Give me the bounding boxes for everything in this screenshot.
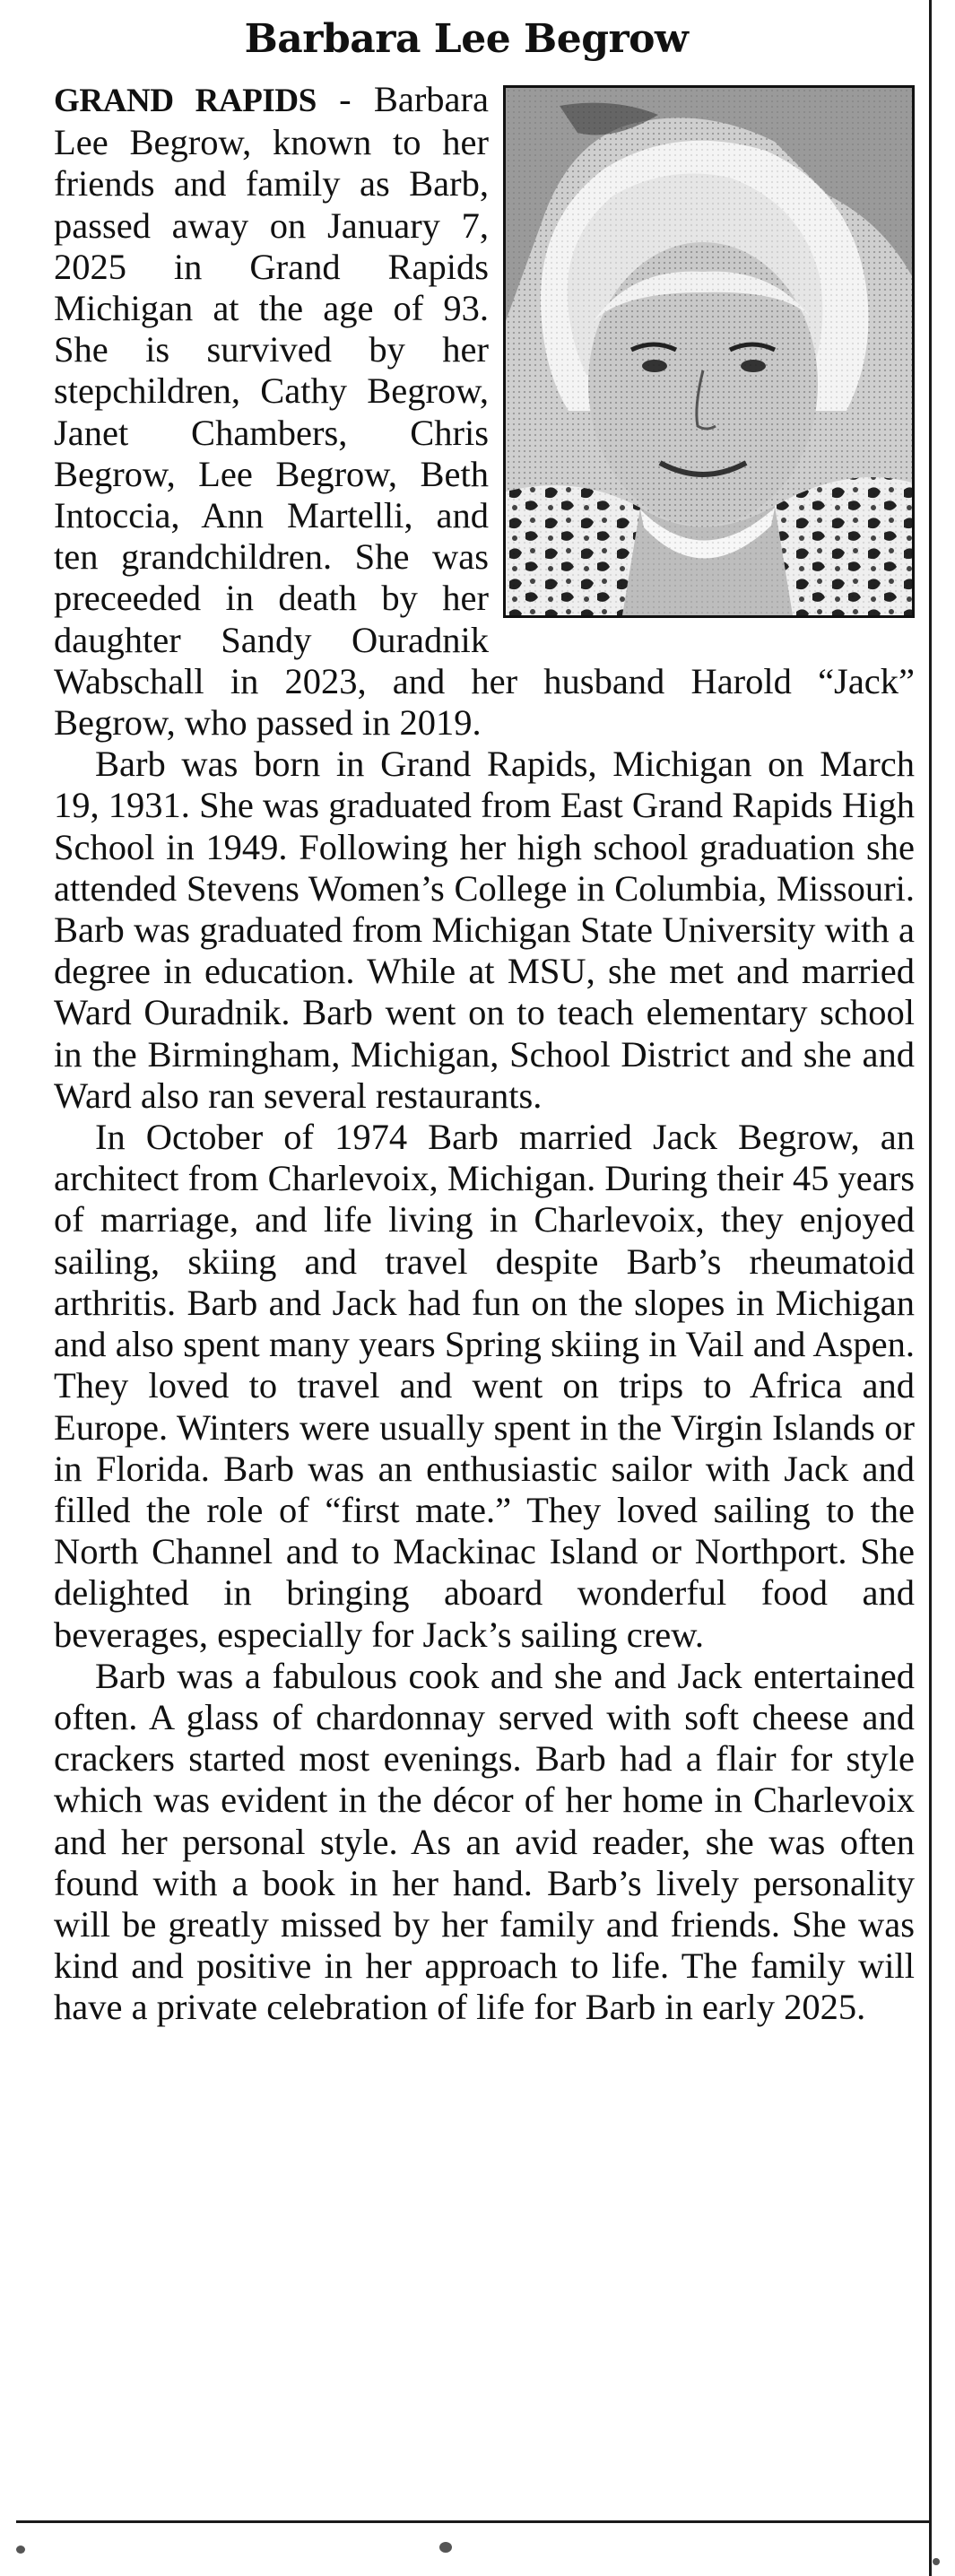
- print-speck: [16, 2546, 25, 2554]
- paragraph-text: - Barbara Lee Begrow, known to her friends and family as Barb, passed away on January 7, 2025 in Grand Rapids Michigan at the age of 93. She is survived by her stepchildren, Cathy Begrow, Janet Chambers, Chris Begrow, Lee Begrow, Beth Intoccia, Ann Martelli, and ten grandchildren. She was preceeded in death by her daughter Sandy Ouradnik Wabschall in 2023, and her husband Harold “Jack” Begrow, who passed in 2019.: [54, 79, 915, 744]
- portrait-photo-icon: [503, 85, 915, 618]
- obituary-paragraph: Barb was born in Grand Rapids, Michigan on March 19, 1931. She was graduated from East Grand Rapids High School in 1949. Following her high school graduation she attended Stevens Women’s College in Columbia, Missouri. Barb was graduated from Michigan State University with a degree in education. While at MSU, she met and married Ward Ouradnik. Barb went on to teach elementary school in the Birmingham, Michigan, School District and she and Ward also ran several restaurants.: [54, 744, 915, 1116]
- obituary-headline: Barbara Lee Begrow: [244, 16, 689, 62]
- column-rule-right: [929, 0, 932, 2576]
- print-speck: [439, 2542, 452, 2553]
- obituary-body: [54, 79, 915, 2029]
- column-rule-bottom: [16, 2520, 932, 2523]
- print-speck: [933, 2558, 940, 2565]
- obituary-paragraph: Barb was a fabulous cook and she and Jack entertained often. A glass of chardonnay served with soft cheese and crackers started most evenings. Barb had a flair for style which was evident in the décor of her home in Charlevoix and her personal style. As an avid reader, she was often found with a book in her hand. Barb’s lively personality will be greatly missed by her family and friends. She was kind and positive in her approach to life. The family will have a private celebration of life for Barb in early 2025.: [54, 1655, 915, 2028]
- dateline: GRAND RAPIDS: [54, 83, 317, 119]
- obituary-paragraph: In October of 1974 Barb married Jack Begrow, an architect from Charlevoix, Michigan. During their 45 years of marriage, and life living in Charlevoix, they enjoyed sailing, skiing and travel despite Barb’s rheumatoid arthritis. Barb and Jack had fun on the slopes in Michigan and also spent many years Spring skiing in Vail and Aspen. They loved to travel and went on trips to Africa and Europe. Winters were usually spent in the Virgin Islands or in Florida. Barb was an enthusiastic sailor with Jack and filled the role of “first mate.” They loved sailing to the North Channel and to Mackinac Island or Northport. She delighted in bringing aboard wonderful food and beverages, especially for Jack’s sailing crew.: [54, 1117, 915, 1655]
